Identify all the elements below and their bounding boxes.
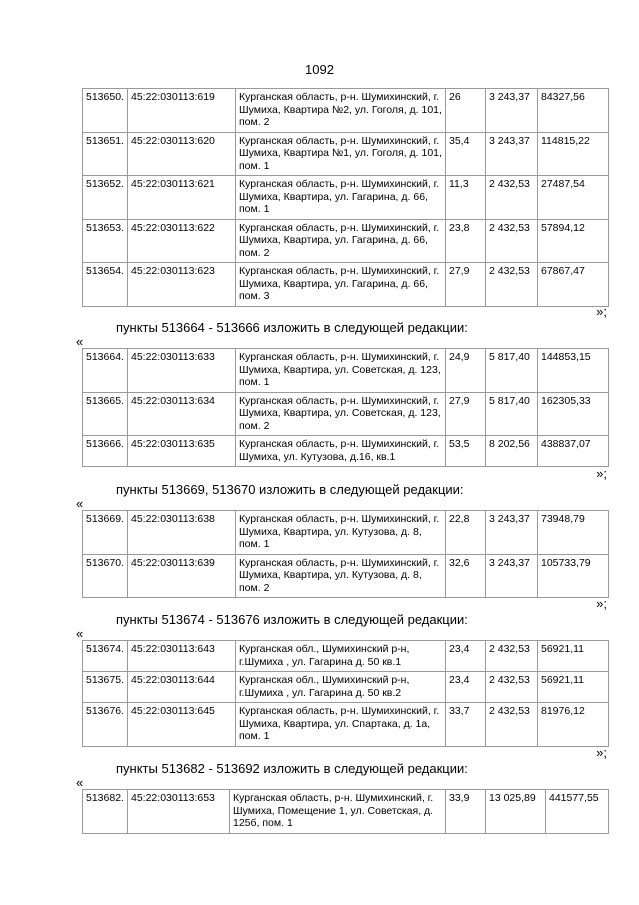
address: Курганская область, р-н. Шумихинский, г. Шумиха, Квартира, ул. Советская, д. 123, пом. 2: [236, 392, 446, 436]
rate: 5 817,40: [486, 392, 538, 436]
cadastral-number: 45:22:030113:634: [128, 392, 236, 436]
row-number: 513653.: [83, 219, 128, 263]
address: Курганская область, р-н. Шумихинский, г. Шумиха, Квартира, ул. Гагарина, д. 66, пом. 3: [236, 263, 446, 307]
rate: 13 025,89: [486, 790, 546, 834]
address: Курганская обл., Шумихинский р-н, г.Шумиха , ул. Гагарина д. 50 кв.2: [236, 672, 446, 703]
closing-quote: »;: [596, 466, 607, 481]
value: 67867,47: [538, 263, 609, 307]
address: Курганская область, р-н. Шумихинский, г. Шумиха, ул. Кутузова, д.16, кв.1: [236, 436, 446, 467]
area: 33,7: [446, 703, 486, 747]
rate: 2 432,53: [486, 263, 538, 307]
table-row: [83, 554, 609, 598]
cadastral-number: 45:22:030113:635: [128, 436, 236, 467]
cadastral-number: 45:22:030113:623: [128, 263, 236, 307]
address: Курганская область, р-н. Шумихинский, г. Шумиха, Квартира, ул. Кутузова, д. 8, пом. 1: [236, 511, 446, 555]
amendment-instruction: пункты 513664 - 513666 изложить в следующей редакции:: [116, 320, 468, 335]
area: 32,6: [446, 554, 486, 598]
area: 27,9: [446, 263, 486, 307]
table-row: [83, 132, 609, 176]
registry-table-5: [82, 789, 609, 834]
amendment-instruction: пункты 513682 - 513692 изложить в следующей редакции:: [116, 761, 468, 776]
value: 441577,55: [546, 790, 609, 834]
table-row: [83, 790, 609, 834]
table-row: [83, 392, 609, 436]
cadastral-number: 45:22:030113:638: [128, 511, 236, 555]
amendment-instruction: пункты 513674 - 513676 изложить в следующей редакции:: [116, 612, 468, 627]
area: 23,4: [446, 641, 486, 672]
table-row: [83, 672, 609, 703]
area: 22,8: [446, 511, 486, 555]
value: 27487,54: [538, 176, 609, 220]
rate: 8 202,56: [486, 436, 538, 467]
cadastral-number: 45:22:030113:633: [128, 349, 236, 393]
cadastral-number: 45:22:030113:643: [128, 641, 236, 672]
cadastral-number: 45:22:030113:619: [128, 89, 236, 133]
table-row: [83, 219, 609, 263]
table-row: [83, 349, 609, 393]
rate: 2 432,53: [486, 641, 538, 672]
table-row: [83, 703, 609, 747]
row-number: 513665.: [83, 392, 128, 436]
page-number: 1092: [305, 62, 334, 77]
address: Курганская область, р-н. Шумихинский, г. Шумиха, Квартира №1, ул. Гоголя, д. 101, пом. 1: [236, 132, 446, 176]
row-number: 513652.: [83, 176, 128, 220]
value: 57894,12: [538, 219, 609, 263]
cadastral-number: 45:22:030113:620: [128, 132, 236, 176]
area: 24,9: [446, 349, 486, 393]
address: Курганская область, р-н. Шумихинский, г. Шумиха, Квартира, ул. Гагарина, д. 66, пом. 1: [236, 176, 446, 220]
rate: 5 817,40: [486, 349, 538, 393]
value: 162305,33: [538, 392, 609, 436]
row-number: 513650.: [83, 89, 128, 133]
table-row: [83, 436, 609, 467]
row-number: 513651.: [83, 132, 128, 176]
value: 56921,11: [538, 641, 609, 672]
cadastral-number: 45:22:030113:622: [128, 219, 236, 263]
area: 26: [446, 89, 486, 133]
area: 23,8: [446, 219, 486, 263]
cadastral-number: 45:22:030113:645: [128, 703, 236, 747]
table-row: [83, 176, 609, 220]
address: Курганская область, р-н. Шумихинский, г. Шумиха, Квартира, ул. Гагарина, д. 66, пом. 2: [236, 219, 446, 263]
table-row: [83, 263, 609, 307]
rate: 2 432,53: [486, 176, 538, 220]
opening-quote: «: [76, 775, 84, 790]
row-number: 513674.: [83, 641, 128, 672]
address: Курганская обл., Шумихинский р-н, г.Шумиха , ул. Гагарина д. 50 кв.1: [236, 641, 446, 672]
row-number: 513664.: [83, 349, 128, 393]
row-number: 513675.: [83, 672, 128, 703]
rate: 3 243,37: [486, 132, 538, 176]
row-number: 513669.: [83, 511, 128, 555]
registry-table-1: [82, 88, 609, 307]
row-number: 513654.: [83, 263, 128, 307]
rate: 2 432,53: [486, 672, 538, 703]
row-number: 513670.: [83, 554, 128, 598]
address: Курганская область, р-н. Шумихинский, г. Шумиха, Помещение 1, ул. Советская, д. 125б, пом. 1: [230, 790, 446, 834]
closing-quote: »;: [596, 745, 607, 760]
area: 27,9: [446, 392, 486, 436]
opening-quote: «: [76, 334, 84, 349]
area: 33,9: [446, 790, 486, 834]
cadastral-number: 45:22:030113:653: [128, 790, 230, 834]
value: 114815,22: [538, 132, 609, 176]
address: Курганская область, р-н. Шумихинский, г. Шумиха, Квартира, ул. Спартака, д. 1а, пом. 1: [236, 703, 446, 747]
area: 11,3: [446, 176, 486, 220]
registry-table-3: [82, 510, 609, 598]
value: 144853,15: [538, 349, 609, 393]
row-number: 513682.: [83, 790, 128, 834]
rate: 3 243,37: [486, 554, 538, 598]
registry-table-2: [82, 348, 609, 467]
amendment-instruction: пункты 513669, 513670 изложить в следующей редакции:: [116, 482, 464, 497]
address: Курганская область, р-н. Шумихинский, г. Шумиха, Квартира №2, ул. Гоголя, д. 101, пом. 2: [236, 89, 446, 133]
value: 105733,79: [538, 554, 609, 598]
rate: 2 432,53: [486, 219, 538, 263]
rate: 2 432,53: [486, 703, 538, 747]
address: Курганская область, р-н. Шумихинский, г. Шумиха, Квартира, ул. Кутузова, д. 8, пом. 2: [236, 554, 446, 598]
value: 84327,56: [538, 89, 609, 133]
table-row: [83, 89, 609, 133]
area: 53,5: [446, 436, 486, 467]
value: 438837,07: [538, 436, 609, 467]
rate: 3 243,37: [486, 89, 538, 133]
area: 23,4: [446, 672, 486, 703]
row-number: 513676.: [83, 703, 128, 747]
table-row: [83, 511, 609, 555]
closing-quote: »;: [596, 304, 607, 319]
row-number: 513666.: [83, 436, 128, 467]
rate: 3 243,37: [486, 511, 538, 555]
cadastral-number: 45:22:030113:621: [128, 176, 236, 220]
value: 73948,79: [538, 511, 609, 555]
area: 35,4: [446, 132, 486, 176]
value: 81976,12: [538, 703, 609, 747]
opening-quote: «: [76, 626, 84, 641]
cadastral-number: 45:22:030113:644: [128, 672, 236, 703]
opening-quote: «: [76, 496, 84, 511]
address: Курганская область, р-н. Шумихинский, г. Шумиха, Квартира, ул. Советская, д. 123, пом. 1: [236, 349, 446, 393]
value: 56921,11: [538, 672, 609, 703]
cadastral-number: 45:22:030113:639: [128, 554, 236, 598]
closing-quote: »;: [596, 596, 607, 611]
registry-table-4: [82, 640, 609, 747]
table-row: [83, 641, 609, 672]
